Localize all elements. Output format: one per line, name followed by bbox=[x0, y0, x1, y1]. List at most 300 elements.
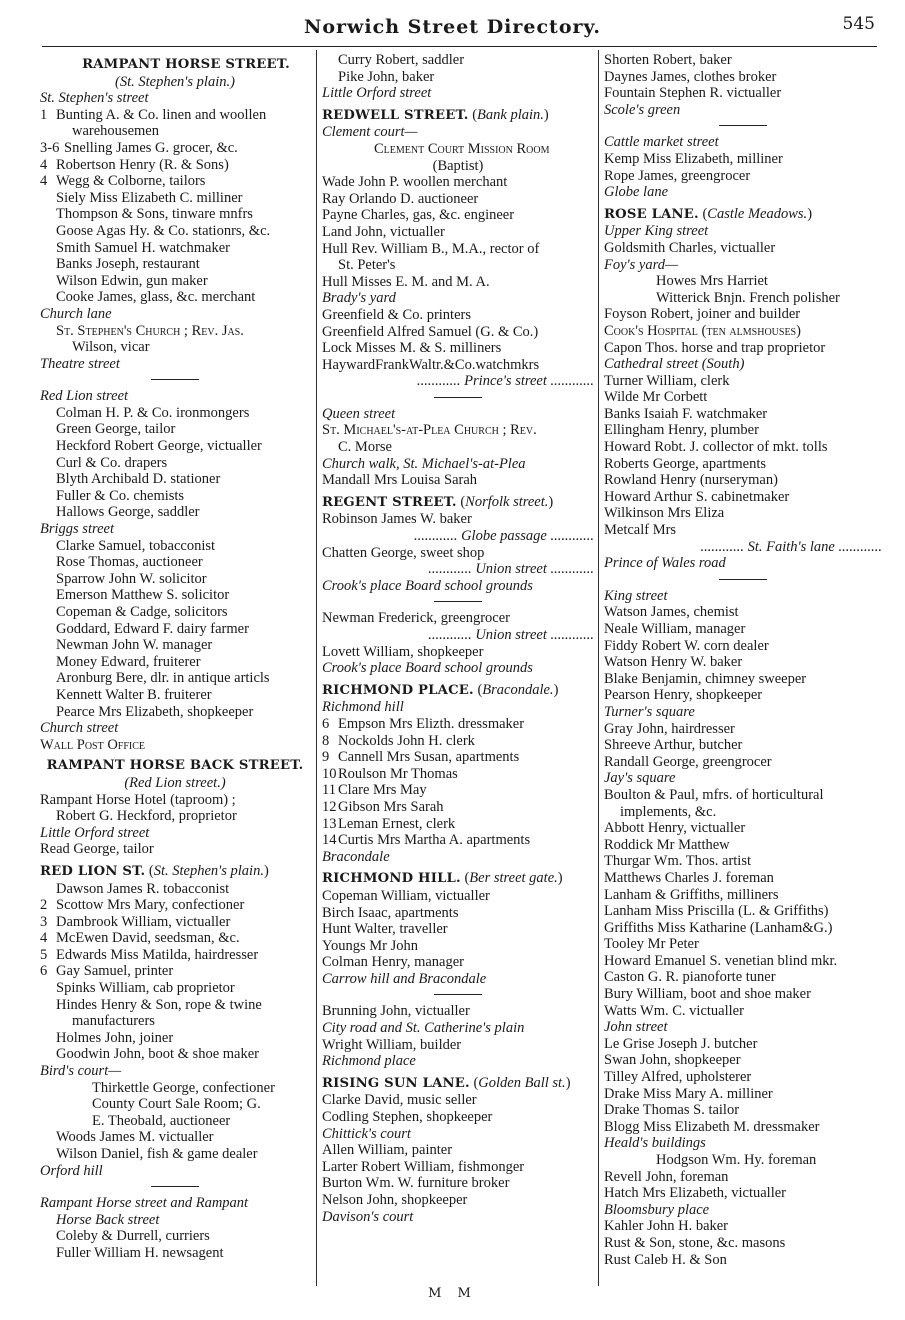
directory-entry bbox=[40, 1113, 310, 1130]
directory-entry bbox=[604, 604, 882, 621]
directory-column-2 bbox=[322, 52, 594, 1225]
directory-entry bbox=[604, 290, 882, 307]
street-heading bbox=[40, 758, 310, 775]
section-divider bbox=[151, 1186, 199, 1187]
directory-entry bbox=[40, 140, 310, 157]
directory-entry bbox=[322, 174, 594, 191]
entry-text: Shreeve Arthur, butcher bbox=[604, 737, 743, 754]
entry-text: Copeman & Cadge, solicitors bbox=[56, 604, 228, 620]
directory-entry bbox=[40, 538, 310, 555]
directory-entry bbox=[604, 306, 882, 323]
directory-entry bbox=[40, 930, 310, 947]
directory-entry bbox=[40, 1228, 310, 1245]
entry-text: St. Stephen's Church ; Rev. Jas. bbox=[56, 322, 244, 339]
directory-entry bbox=[40, 504, 310, 521]
directory-entry bbox=[322, 422, 594, 439]
cross-street: Carrow hill and Bracondale bbox=[322, 970, 487, 987]
entry-text: Sparrow John W. solicitor bbox=[56, 570, 207, 587]
directory-entry bbox=[604, 522, 882, 539]
directory-entry bbox=[40, 1129, 310, 1146]
entry-text: Wegg & Colborne, tailors bbox=[56, 173, 206, 190]
entry-text: Burton Wm. W. furniture broker bbox=[322, 1175, 510, 1192]
entry-text: Kennett Walter B. fruiterer bbox=[56, 686, 212, 703]
directory-entry bbox=[604, 52, 882, 69]
directory-entry bbox=[40, 621, 310, 638]
directory-entry bbox=[322, 191, 594, 208]
entry-text: Wall Post Office bbox=[40, 736, 146, 753]
cross-street: Red Lion street bbox=[40, 388, 129, 405]
directory-entry bbox=[40, 654, 310, 671]
directory-entry bbox=[604, 1119, 882, 1136]
cross-street: Little Orford street bbox=[40, 824, 150, 841]
entry-text: Kemp Miss Elizabeth, milliner bbox=[604, 150, 783, 167]
directory-entry bbox=[40, 704, 310, 721]
directory-entry bbox=[40, 1245, 310, 1262]
directory-entry bbox=[322, 224, 594, 241]
cross-street-marker: ............ Globe passage ............ bbox=[413, 528, 594, 545]
house-number: 8 bbox=[322, 732, 330, 749]
street-location: (Red Lion street.) bbox=[124, 774, 226, 791]
directory-entry bbox=[40, 438, 310, 455]
cross-street: John street bbox=[604, 1019, 668, 1036]
entry-text: Siely Miss Elizabeth C. milliner bbox=[56, 189, 243, 206]
entry-text: Cooke James, glass, &c. merchant bbox=[56, 289, 256, 306]
entry-text: Money Edward, fruiterer bbox=[56, 653, 201, 670]
entry-text: Shorten Robert, baker bbox=[604, 52, 732, 68]
directory-entry bbox=[322, 610, 594, 627]
directory-entry bbox=[40, 107, 310, 124]
directory-entry bbox=[604, 373, 882, 390]
cross-street: Jay's square bbox=[604, 770, 676, 787]
entry-text: Metcalf Mrs bbox=[604, 522, 677, 539]
house-number: 4 bbox=[40, 930, 48, 947]
directory-entry bbox=[322, 340, 594, 357]
directory-entry bbox=[604, 1003, 882, 1020]
entry-text: Youngs Mr John bbox=[322, 937, 419, 954]
street-location: (Golden Ball st.) bbox=[469, 1074, 571, 1091]
entry-text: Abbott Henry, victualler bbox=[604, 820, 746, 837]
directory-entry bbox=[604, 737, 882, 754]
entry-text: Wilde Mr Corbett bbox=[604, 389, 708, 406]
directory-entry bbox=[40, 881, 310, 898]
cross-street-marker: ............ Union street ............ bbox=[428, 627, 594, 643]
entry-text: Turner William, clerk bbox=[604, 372, 730, 389]
directory-entry bbox=[604, 489, 882, 506]
entry-text: Roberts George, apartments bbox=[604, 455, 767, 472]
directory-entry bbox=[604, 820, 882, 837]
section-divider bbox=[719, 579, 767, 580]
directory-entry bbox=[604, 936, 882, 953]
directory-entry bbox=[604, 69, 882, 86]
house-number: 9 bbox=[322, 749, 330, 766]
directory-entry bbox=[322, 69, 594, 86]
directory-entry bbox=[322, 1092, 594, 1109]
entry-text: Goddard, Edward F. dairy farmer bbox=[56, 620, 249, 637]
entry-text: Lanham & Griffiths, milliners bbox=[604, 886, 779, 903]
directory-entry bbox=[40, 471, 310, 488]
entry-text: Goose Agas Hy. & Co. stationrs, &c. bbox=[56, 222, 271, 239]
entry-text: E. Theobald, auctioneer bbox=[92, 1112, 231, 1129]
entry-text: Matthews Charles J. foreman bbox=[604, 869, 774, 886]
entry-text: Chatten George, sweet shop bbox=[322, 544, 485, 561]
street-location: (Ber street gate.) bbox=[460, 870, 563, 887]
directory-entry bbox=[40, 455, 310, 472]
entry-text: Drake Thomas S. tailor bbox=[604, 1102, 740, 1119]
street-heading bbox=[322, 870, 594, 888]
entry-text: Lovett William, shopkeeper bbox=[322, 643, 484, 660]
directory-entry bbox=[604, 920, 882, 937]
entry-text: Hindes Henry & Son, rope & twine bbox=[56, 996, 262, 1013]
directory-entry bbox=[40, 947, 310, 964]
entry-text: Aronburg Bere, dlr. in antique articls bbox=[56, 670, 270, 687]
cross-street: Upper King street bbox=[604, 223, 709, 240]
directory-entry bbox=[604, 472, 882, 489]
entry-text: Tilley Alfred, upholsterer bbox=[604, 1069, 752, 1086]
directory-entry bbox=[40, 1096, 310, 1113]
directory-entry bbox=[604, 406, 882, 423]
directory-entry bbox=[322, 1003, 594, 1020]
directory-entry bbox=[322, 782, 594, 799]
entry-text: Snelling James G. grocer, &c. bbox=[64, 139, 238, 156]
cross-street: Church walk, St. Michael's-at-Plea bbox=[322, 455, 526, 472]
directory-entry bbox=[40, 587, 310, 604]
cross-street: Orford hill bbox=[40, 1162, 103, 1179]
entry-text: Robertson Henry (R. & Sons) bbox=[56, 156, 229, 173]
street-location: (Bank plain.) bbox=[468, 106, 549, 123]
entry-text: Pearson Henry, shopkeeper bbox=[604, 687, 763, 704]
directory-entry bbox=[604, 1069, 882, 1086]
entry-text: Robinson James W. baker bbox=[322, 511, 472, 528]
entry-text: McEwen David, seedsman, &c. bbox=[56, 930, 240, 947]
directory-entry bbox=[604, 85, 882, 102]
entry-text: Blake Benjamin, chimney sweeper bbox=[604, 670, 807, 687]
street-heading bbox=[322, 494, 594, 512]
house-number: 6 bbox=[322, 715, 330, 732]
cross-street-marker: ............ Union street ............ bbox=[428, 561, 594, 578]
header-rule bbox=[42, 46, 877, 47]
directory-entry bbox=[604, 721, 882, 738]
directory-entry bbox=[40, 223, 310, 240]
directory-entry bbox=[40, 963, 310, 980]
entry-text: Cannell Mrs Susan, apartments bbox=[338, 749, 520, 766]
directory-entry bbox=[604, 837, 882, 854]
page-number: 545 bbox=[842, 14, 875, 34]
directory-entry bbox=[40, 1013, 310, 1030]
entry-text: Wilkinson Mrs Eliza bbox=[604, 505, 725, 522]
entry-text: Drake Miss Mary A. milliner bbox=[604, 1085, 773, 1102]
cross-street: Theatre street bbox=[40, 355, 120, 372]
directory-entry bbox=[604, 903, 882, 920]
directory-entry bbox=[40, 323, 310, 340]
street-heading bbox=[322, 107, 594, 125]
directory-entry bbox=[604, 787, 882, 804]
directory-entry bbox=[40, 1046, 310, 1063]
entry-text: Boulton & Paul, mfrs. of horticultural bbox=[604, 786, 824, 803]
directory-entry bbox=[322, 832, 594, 849]
directory-entry bbox=[604, 953, 882, 970]
street-location: (Baptist) bbox=[432, 157, 484, 174]
directory-entry bbox=[322, 888, 594, 905]
entry-text: Bunting A. & Co. linen and woollen bbox=[56, 106, 267, 123]
signature-mark: M M bbox=[428, 1286, 477, 1301]
house-number: 3-6 bbox=[40, 139, 60, 156]
cross-street: Briggs street bbox=[40, 521, 114, 538]
cross-street-marker: ............ Prince's street ............ bbox=[417, 373, 594, 390]
street-location: (Castle Meadows.) bbox=[698, 205, 813, 222]
street-name: RAMPANT HORSE BACK STREET. bbox=[46, 758, 304, 774]
street-location: (St. Stephen's plain.) bbox=[115, 73, 235, 90]
entry-text: Blyth Archibald D. stationer bbox=[56, 471, 221, 488]
cross-street: Queen street bbox=[322, 405, 396, 422]
cross-street: St. Stephen's street bbox=[40, 90, 149, 107]
directory-entry bbox=[322, 274, 594, 291]
entry-text: Ellingham Henry, plumber bbox=[604, 422, 759, 439]
directory-entry bbox=[40, 897, 310, 914]
entry-text: Rowland Henry (nurseryman) bbox=[604, 472, 778, 489]
section-divider bbox=[434, 601, 482, 602]
directory-entry bbox=[604, 754, 882, 771]
directory-entry bbox=[40, 1080, 310, 1097]
directory-entry bbox=[40, 980, 310, 997]
column-divider bbox=[316, 50, 317, 1286]
cross-street: Brady's yard bbox=[322, 290, 396, 307]
street-name: RICHMOND PLACE. bbox=[322, 682, 474, 698]
cross-street: Turner's square bbox=[604, 703, 695, 720]
directory-entry bbox=[604, 168, 882, 185]
entry-text: Pearce Mrs Elizabeth, shopkeeper bbox=[56, 703, 254, 720]
entry-text: Payne Charles, gas, &c. engineer bbox=[322, 207, 515, 224]
entry-text: Nockolds John H. clerk bbox=[338, 732, 475, 749]
cross-street: Crook's place Board school grounds bbox=[322, 660, 533, 677]
directory-title: Norwich Street Directory. bbox=[304, 16, 601, 38]
directory-entry bbox=[604, 621, 882, 638]
cross-street: King street bbox=[604, 587, 668, 604]
section-divider bbox=[434, 994, 482, 995]
directory-entry bbox=[604, 273, 882, 290]
entry-text: Greenfield Alfred Samuel (G. & Co.) bbox=[322, 323, 539, 340]
street-location: (St. Stephen's plain.) bbox=[145, 862, 269, 879]
cross-street: Bird's court— bbox=[40, 1063, 122, 1080]
entry-text: Leman Ernest, clerk bbox=[338, 815, 456, 832]
directory-entry bbox=[322, 52, 594, 69]
entry-text: Thirkettle George, confectioner bbox=[92, 1079, 275, 1096]
directory-entry bbox=[40, 240, 310, 257]
directory-entry bbox=[40, 808, 310, 825]
directory-entry bbox=[322, 1142, 594, 1159]
directory-column-1 bbox=[40, 52, 310, 1262]
entry-text: warehousemen bbox=[72, 123, 159, 140]
entry-text: Banks Isaiah F. watchmaker bbox=[604, 405, 768, 422]
directory-entry bbox=[604, 323, 882, 340]
entry-text: Colman H. P. & Co. ironmongers bbox=[56, 404, 250, 421]
entry-text: Nelson John, shopkeeper bbox=[322, 1192, 468, 1208]
entry-text: Griffiths Miss Katharine (Lanham&G.) bbox=[604, 919, 833, 936]
directory-entry bbox=[322, 749, 594, 766]
entry-text: Wilson Edwin, gun maker bbox=[56, 272, 208, 289]
directory-entry bbox=[604, 1235, 882, 1252]
entry-text: Heckford Robert George, victualler bbox=[56, 438, 262, 455]
entry-text: Revell John, foreman bbox=[604, 1168, 729, 1185]
cross-street: Clement court— bbox=[322, 124, 418, 141]
entry-text: Foyson Robert, joiner and builder bbox=[604, 306, 801, 323]
entry-text: St. Michael's-at-Plea Church ; Rev. bbox=[322, 422, 537, 439]
cross-street: Richmond hill bbox=[322, 699, 404, 716]
directory-entry bbox=[40, 792, 310, 809]
entry-text: Fuller William H. newsagent bbox=[56, 1244, 224, 1261]
entry-text: Thompson & Sons, tinware mnfrs bbox=[56, 206, 253, 223]
directory-entry bbox=[40, 157, 310, 174]
entry-text: Codling Stephen, shopkeeper bbox=[322, 1109, 493, 1126]
directory-entry bbox=[322, 472, 594, 489]
section-divider bbox=[434, 397, 482, 398]
entry-text: Hodgson Wm. Hy. foreman bbox=[656, 1152, 817, 1168]
entry-text: Allen William, painter bbox=[322, 1142, 453, 1159]
directory-entry bbox=[322, 921, 594, 938]
directory-entry bbox=[40, 997, 310, 1014]
entry-text: Scottow Mrs Mary, confectioner bbox=[56, 897, 245, 914]
entry-text: Hull Rev. William B., M.A., rector of bbox=[322, 240, 540, 257]
directory-entry bbox=[322, 816, 594, 833]
house-number: 11 bbox=[322, 782, 336, 799]
entry-text: Howard Arthur S. cabinetmaker bbox=[604, 488, 790, 505]
directory-entry bbox=[604, 654, 882, 671]
house-number: 6 bbox=[40, 963, 48, 980]
directory-entry bbox=[604, 870, 882, 887]
directory-entry bbox=[322, 257, 594, 274]
cross-street: Cattle market street bbox=[604, 134, 719, 151]
directory-entry bbox=[322, 716, 594, 733]
directory-entry bbox=[40, 670, 310, 687]
entry-text: Goldsmith Charles, victualler bbox=[604, 239, 776, 256]
directory-entry bbox=[322, 1159, 594, 1176]
directory-entry bbox=[604, 1218, 882, 1235]
entry-text: Dawson James R. tobacconist bbox=[56, 880, 230, 897]
entry-text: Robert G. Heckford, proprietor bbox=[56, 808, 237, 825]
entry-text: Newman John W. manager bbox=[56, 637, 213, 654]
house-number: 13 bbox=[322, 815, 337, 832]
directory-entry bbox=[40, 841, 310, 858]
entry-text: Le Grise Joseph J. butcher bbox=[604, 1035, 758, 1052]
house-number: 2 bbox=[40, 897, 48, 914]
directory-entry bbox=[322, 241, 594, 258]
entry-text: Wilson, vicar bbox=[72, 339, 150, 356]
entry-text: Clarke David, music seller bbox=[322, 1092, 477, 1109]
directory-entry bbox=[322, 766, 594, 783]
cross-street-marker: ............ St. Faith's lane ............ bbox=[700, 538, 882, 555]
entry-text: Watts Wm. C. victualler bbox=[604, 1002, 744, 1019]
directory-entry bbox=[604, 1252, 882, 1269]
entry-text: Lock Misses M. & S. milliners bbox=[322, 340, 502, 357]
directory-column-3 bbox=[604, 52, 882, 1268]
directory-entry bbox=[604, 1169, 882, 1186]
directory-entry bbox=[40, 405, 310, 422]
entry-text: Ray Orlando D. auctioneer bbox=[322, 190, 479, 207]
entry-text: Read George, tailor bbox=[40, 841, 154, 858]
directory-entry bbox=[322, 1037, 594, 1054]
directory-entry bbox=[40, 637, 310, 654]
entry-text: Watson James, chemist bbox=[604, 604, 739, 621]
street-heading bbox=[604, 206, 882, 224]
cross-street: Crook's place Board school grounds bbox=[322, 577, 533, 594]
directory-entry bbox=[604, 887, 882, 904]
directory-entry bbox=[40, 123, 310, 140]
cross-street: Horse Back street bbox=[56, 1211, 160, 1228]
entry-text: Dambrook William, victualler bbox=[56, 913, 231, 930]
entry-text: Edwards Miss Matilda, hairdresser bbox=[56, 946, 259, 963]
cross-street: Foy's yard— bbox=[604, 256, 678, 273]
directory-entry bbox=[40, 206, 310, 223]
directory-entry bbox=[322, 1109, 594, 1126]
entry-text: Rose Thomas, auctioneer bbox=[56, 554, 203, 571]
street-name: ROSE LANE. bbox=[604, 206, 699, 222]
street-name: RAMPANT HORSE STREET. bbox=[82, 57, 290, 72]
directory-entry bbox=[604, 340, 882, 357]
directory-entry bbox=[40, 421, 310, 438]
entry-text: C. Morse bbox=[338, 439, 392, 456]
directory-entry bbox=[322, 141, 594, 158]
directory-entry bbox=[40, 488, 310, 505]
entry-text: Curry Robert, saddler bbox=[338, 52, 465, 68]
cross-street: Little Orford street bbox=[322, 85, 432, 102]
directory-entry bbox=[40, 1030, 310, 1047]
house-number: 4 bbox=[40, 173, 48, 190]
cross-street: Heald's buildings bbox=[604, 1135, 706, 1152]
entry-text: HaywardFrankWaltr.&Co.watchmkrs bbox=[322, 356, 540, 373]
entry-text: Rust & Son, stone, &c. masons bbox=[604, 1234, 786, 1251]
directory-entry bbox=[322, 954, 594, 971]
entry-text: Thurgar Wm. Thos. artist bbox=[604, 853, 751, 870]
entry-text: Rope James, greengrocer bbox=[604, 167, 751, 184]
section-divider bbox=[151, 379, 199, 380]
directory-entry bbox=[604, 439, 882, 456]
street-heading bbox=[40, 57, 310, 74]
street-location: (Bracondale.) bbox=[473, 681, 559, 698]
directory-entry bbox=[322, 511, 594, 528]
directory-entry bbox=[40, 273, 310, 290]
entry-text: Wright William, builder bbox=[322, 1036, 462, 1053]
directory-entry bbox=[40, 571, 310, 588]
cross-street: Globe lane bbox=[604, 184, 669, 201]
entry-text: Clare Mrs May bbox=[338, 782, 427, 799]
entry-text: Clarke Samuel, tobacconist bbox=[56, 537, 216, 554]
directory-entry bbox=[604, 240, 882, 257]
entry-text: Kahler John H. baker bbox=[604, 1218, 729, 1235]
entry-text: Fountain Stephen R. victualler bbox=[604, 85, 782, 102]
house-number: 14 bbox=[322, 832, 337, 849]
entry-text: Holmes John, joiner bbox=[56, 1029, 174, 1046]
entry-text: Birch Isaac, apartments bbox=[322, 904, 459, 921]
directory-entry bbox=[40, 737, 310, 754]
entry-text: Witterick Bnjn. French polisher bbox=[656, 289, 840, 306]
entry-text: Howes Mrs Harriet bbox=[656, 273, 768, 290]
directory-entry bbox=[322, 938, 594, 955]
page-header bbox=[0, 0, 905, 50]
cross-street: Church lane bbox=[40, 305, 112, 322]
street-name: RED LION ST. bbox=[40, 863, 146, 879]
entry-text: Greenfield & Co. printers bbox=[322, 306, 471, 323]
entry-text: Roulson Mr Thomas bbox=[338, 765, 458, 782]
entry-text: Cook's Hospital (ten almshouses) bbox=[604, 322, 801, 339]
directory-entry bbox=[604, 1052, 882, 1069]
entry-text: Coleby & Durrell, curriers bbox=[56, 1228, 210, 1245]
street-name: RICHMOND HILL. bbox=[322, 871, 461, 887]
street-name: REGENT STREET. bbox=[322, 494, 457, 510]
entry-text: Brunning John, victualler bbox=[322, 1003, 470, 1020]
entry-text: Hallows George, saddler bbox=[56, 504, 200, 521]
entry-text: Spinks William, cab proprietor bbox=[56, 980, 235, 997]
entry-text: St. Peter's bbox=[338, 257, 396, 274]
entry-text: Roddick Mr Matthew bbox=[604, 836, 730, 853]
